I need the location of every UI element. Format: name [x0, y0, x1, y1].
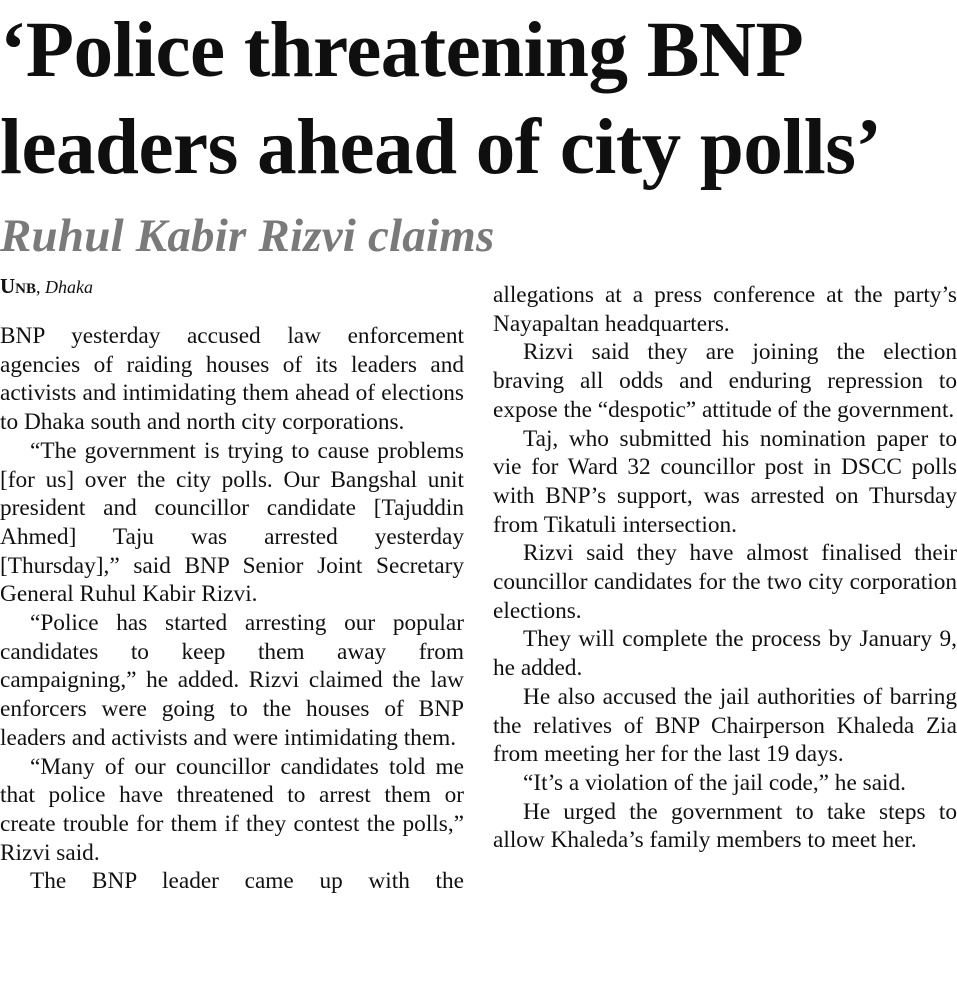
paragraph: “It’s a violation of the jail code,” he said. — [523, 769, 906, 796]
paragraph: He also accused the jail authorities of barring the relatives of BNP Chairperson Khaleda Zia from meeting her for the last 19 days. — [493, 683, 957, 768]
article-column-left — [0, 322, 464, 896]
byline — [0, 272, 93, 301]
paragraph: allegations at a press conference at the party’s Nayapaltan headquarters. — [493, 282, 957, 337]
paragraph: Rizvi said they have almost finalised their councillor candidates for the two city corporation elections. — [493, 540, 957, 624]
headline: ‘Police threatening BNP leaders ahead of city polls’ — [0, 7, 882, 191]
article-column-right — [493, 281, 957, 855]
paragraph: “Police has started arresting our popular candidates to keep them away from campaigning,” he added. Rizvi claimed the law enforcers were going to the houses of BNP leaders and activists and were intimidating them. — [0, 610, 464, 751]
paragraph: Taj, who submitted his nomination paper to vie for Ward 32 councillor post in DSCC polls with BNP’s support, was arrested on Thursday from Tikatuli intersection. — [493, 425, 957, 538]
paragraph: The BNP leader came up with the — [30, 868, 464, 895]
paragraph: “The government is trying to cause problems [for us] over the city polls. Our Bangshal unit president and councillor candidate [Tajuddin Ahmed] Taju was arrested yesterday [Thursday],” said BNP Senior Joint Secretary General Ruhul Kabir Rizvi. — [0, 437, 464, 608]
paragraph: They will complete the process by January 9, he added. — [493, 626, 957, 682]
byline-place: Dhaka — [45, 277, 94, 297]
paragraph: Rizvi said they are joining the election braving all odds and enduring repression to expose the “despotic” attitude of the government. — [493, 339, 957, 423]
paragraph: BNP yesterday accused law enforcement agencies of raiding houses of its leaders and activists and intimidating them ahead of elections to Dhaka south and north city corporations. — [0, 323, 464, 436]
paragraph: He urged the government to take steps to allow Khaleda’s family members to meet her. — [493, 798, 957, 854]
paragraph: “Many of our councillor candidates told me that police have threatened to arrest them or create trouble for them if they contest the polls,” Rizvi said. — [0, 753, 464, 866]
byline-separator: , — [36, 277, 46, 297]
byline-agency: Unb — [0, 274, 37, 298]
subheadline: Ruhul Kabir Rizvi claims — [0, 210, 495, 262]
